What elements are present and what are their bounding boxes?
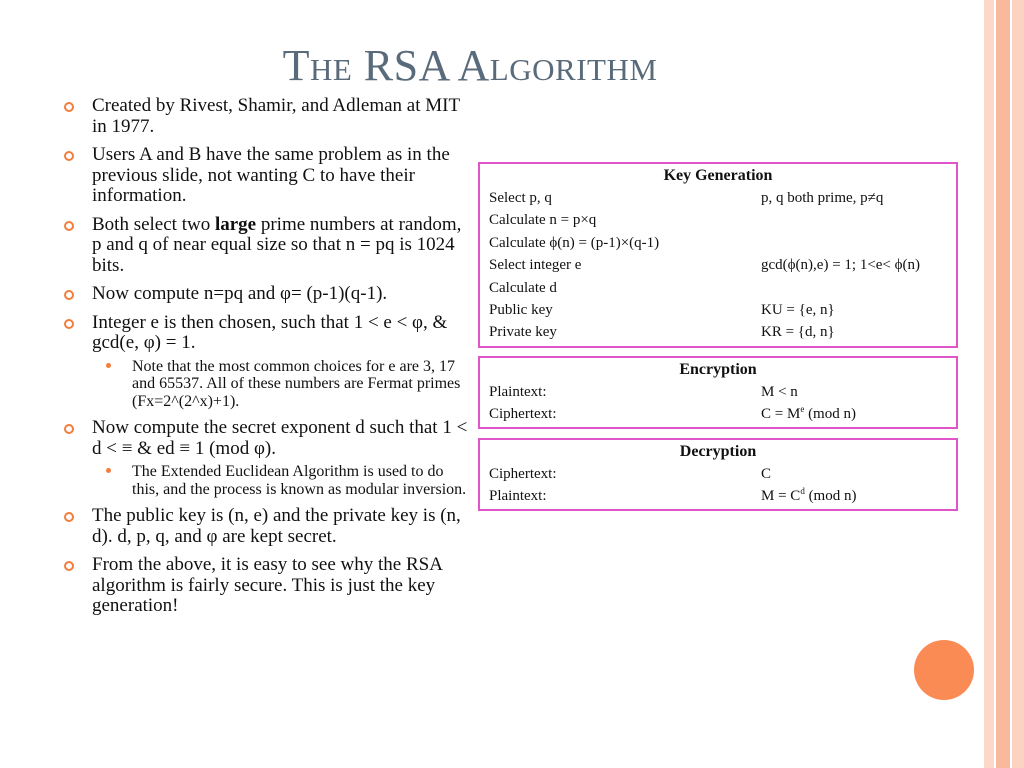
bullet-icon: [64, 102, 74, 112]
table-row: [480, 254, 956, 276]
row-value: gcd(ϕ(n),e) = 1; 1<e< ϕ(n): [761, 257, 921, 274]
row-label: Plaintext:: [489, 488, 547, 505]
row-label: Ciphertext:: [489, 466, 557, 482]
stripe: [1012, 0, 1024, 768]
bullet-icon: [64, 512, 74, 522]
row-label: Ciphertext:: [489, 406, 557, 423]
row-label: Calculate d: [489, 279, 557, 296]
bullet-icon: [64, 151, 74, 161]
bullet-icon: [64, 319, 74, 329]
formula-part: C = M: [761, 406, 801, 423]
bullet-item: [60, 145, 470, 207]
decorative-circle: [914, 640, 974, 700]
bullet-text: Now compute the secret exponent d such that 1 < d < ≡ & ed ≡ 1 (mod φ).: [92, 417, 468, 459]
table-row: [480, 485, 956, 507]
formula-exponent: e: [800, 404, 805, 415]
table-row: [480, 403, 956, 425]
bullet-item: [60, 555, 470, 617]
sub-bullet-text: The Extended Euclidean Algorithm is used to do this, and the process is known as modular inversion.: [132, 463, 467, 498]
row-label: Public key: [489, 301, 553, 318]
row-value: M < n: [761, 384, 798, 400]
formula-exponent: d: [800, 486, 805, 497]
table-row: [480, 232, 956, 254]
formula-part: (mod n): [804, 488, 857, 505]
row-value: [761, 485, 856, 507]
table-row: [480, 463, 956, 485]
row-value: KU = {e, n}: [761, 301, 835, 318]
bullet-item: [60, 313, 470, 411]
table-row: [480, 321, 956, 343]
sub-bullet-icon: [106, 363, 111, 368]
formula-part: (mod n): [804, 406, 856, 423]
bullet-icon: [64, 424, 74, 434]
bullet-icon: [64, 221, 74, 231]
row-value: C: [761, 466, 772, 482]
encryption-box: [478, 356, 958, 429]
row-label: Plaintext:: [489, 384, 547, 400]
row-label: Calculate n = p×q: [489, 212, 597, 229]
table-row: [480, 187, 956, 209]
row-value: p, q both prime, p≠q: [761, 190, 884, 206]
sub-bullet-item: [60, 463, 470, 498]
stripe: [996, 0, 1010, 768]
row-label: Select p, q: [489, 190, 552, 206]
bullet-text: Now compute n=pq and φ= (p-1)(q-1).: [92, 283, 388, 304]
formula-part: M = C: [761, 488, 801, 505]
bullet-text-bold: large: [214, 213, 257, 235]
stripe: [984, 0, 994, 768]
bullet-icon: [64, 290, 74, 300]
bullet-icon: [64, 561, 74, 571]
bullet-text: The public key is (n, e) and the private key is (n, d). d, p, q, and φ are kept secret.: [92, 505, 461, 547]
row-label: Select integer e: [489, 257, 582, 274]
bullet-text: Created by Rivest, Shamir, and Adleman at MIT in 1977.: [92, 95, 460, 137]
key-generation-header: Key Generation: [663, 167, 773, 184]
bullet-item: [60, 96, 470, 137]
slide-title: The RSA Algorithm: [282, 41, 658, 90]
row-label: Calculate ϕ(n) = (p-1)×(q-1): [489, 234, 660, 251]
bullet-item: [60, 215, 470, 277]
bullet-list: [60, 96, 470, 625]
bullet-item: [60, 284, 470, 305]
bullet-text: Integer e is then chosen, such that 1 < e < φ, & gcd(e, φ) = 1.: [92, 311, 448, 353]
decryption-box: [478, 438, 958, 511]
row-label: Private key: [489, 324, 557, 341]
key-generation-box: [478, 162, 958, 348]
table-row: [480, 381, 956, 403]
decryption-header: Decryption: [679, 443, 757, 460]
table-row: [480, 299, 956, 321]
bullet-text: From the above, it is easy to see why the RSA algorithm is fairly secure. This is just the key generation!: [92, 554, 442, 616]
encryption-header: Encryption: [679, 361, 757, 378]
bullet-text-post: prime numbers at random, p and q of near equal size so that n = pq is 1024 bits.: [92, 213, 462, 276]
row-value: KR = {d, n}: [761, 324, 835, 341]
row-value: [761, 403, 856, 425]
decorative-stripes: [980, 0, 1024, 768]
sub-bullet-icon: [106, 468, 111, 473]
bullet-text: Users A and B have the same problem as in the previous slide, not wanting C to have their information.: [92, 144, 450, 206]
table-row: [480, 209, 956, 231]
sub-bullet-text: Note that the most common choices for e are 3, 17 and 65537. All of these numbers are Fermat primes (Fx=2^(2^x)+1).: [132, 357, 461, 410]
sub-bullet-item: [60, 358, 470, 411]
bullet-item: [60, 418, 470, 498]
bullet-item: [60, 506, 470, 547]
table-row: [480, 277, 956, 299]
bullet-text-pre: Both select two: [92, 213, 215, 235]
